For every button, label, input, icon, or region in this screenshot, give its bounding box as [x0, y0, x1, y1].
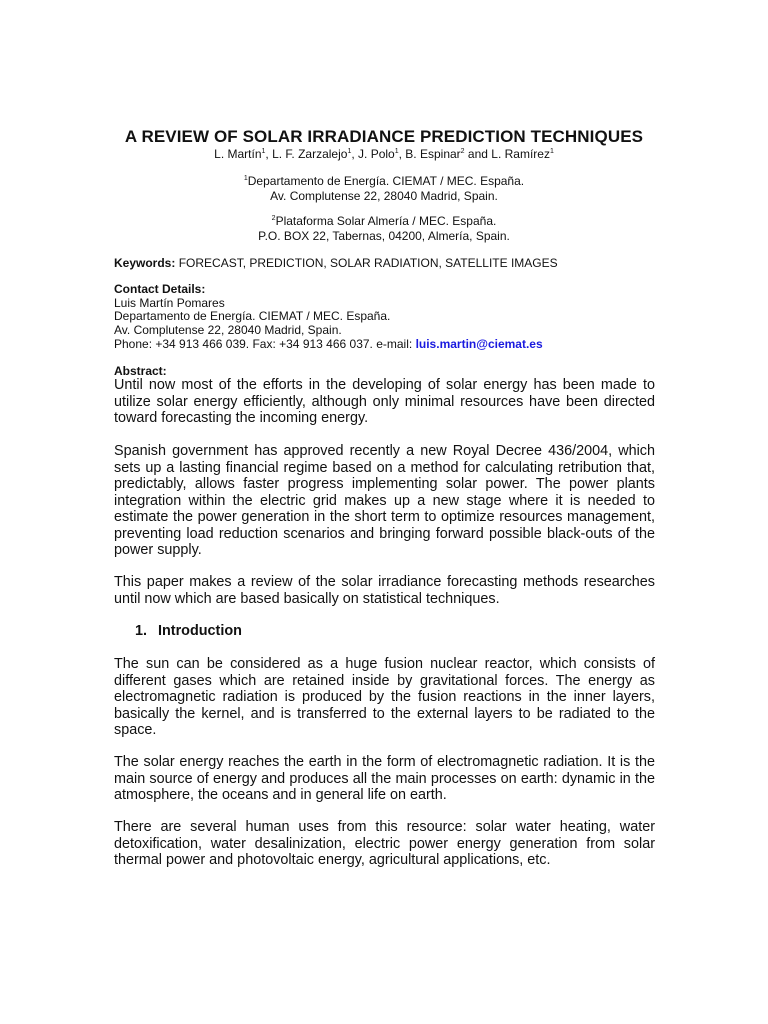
author-separator: and [464, 147, 492, 161]
paper-title: A REVIEW OF SOLAR IRRADIANCE PREDICTION TECHNIQUES [124, 127, 644, 146]
affiliation-line [0, 214, 768, 229]
author-name: L. F. Zarzalejo [272, 147, 348, 161]
affiliation-address: P.O. BOX 22, Tabernas, 04200, Almería, Spain. [258, 229, 510, 243]
contact-email-link[interactable]: luis.martin@ciemat.es [415, 336, 543, 351]
contact-details [114, 283, 543, 352]
affiliation-address: Av. Complutense 22, 28040 Madrid, Spain. [270, 189, 498, 203]
author-affiliation-mark: 1 [549, 148, 554, 155]
contact-address: Av. Complutense 22, 28040 Madrid, Spain. [114, 323, 342, 338]
author-name: J. Polo [358, 147, 395, 161]
contact-institution: Departamento de Energía. CIEMAT / MEC. España. [114, 309, 391, 324]
contact-name: Luis Martín Pomares [114, 295, 225, 310]
affiliation-1 [0, 174, 768, 204]
author-separator: , [398, 147, 406, 161]
abstract-paragraph-2: Spanish government has approved recently a new Royal Decree 436/2004, which sets up a lasting financial regime based on a method for calculating retribution that, predictably, allows faster progress implementing solar power. The power plants integration within the electric grid makes up a new stage where it is needed to estimate the power generation in the short term to optimize resources management, preventing load reduction scenarios and bringing forward possible black-outs of the power supply. [114, 443, 655, 558]
intro-paragraph-1: The sun can be considered as a huge fusion nuclear reactor, which consists of different gases which are retained inside by gravitational forces. The energy as electromagnetic radiation is produced by the fusion reactions in the inner layers, basically the kernel, and is transferred to the external layers to be radiated to the space. [114, 656, 655, 738]
affiliation-institution: Plataforma Solar Almería / MEC. España. [275, 214, 497, 228]
abstract-label: Abstract: [114, 364, 167, 378]
contact-phone: Phone: +34 913 466 039. Fax: +34 913 466 037. e-mail: [114, 336, 416, 351]
contact-phone-line [114, 338, 543, 352]
affiliation-institution: Departamento de Energía. CIEMAT / MEC. España. [247, 174, 525, 188]
affiliation-line [0, 174, 768, 189]
affiliation-mark: 2 [271, 215, 276, 222]
author-affiliation-mark: 1 [394, 148, 399, 155]
author-separator: , [351, 147, 359, 161]
abstract-paragraph-1: Until now most of the efforts in the developing of solar energy has been made to utilize solar energy efficiently, although only minimal resources have been directed toward forecasting the incoming energy. [114, 377, 655, 426]
keywords-label: Keywords: [114, 256, 176, 270]
author-list [0, 147, 768, 161]
affiliation-2 [0, 214, 768, 244]
keywords [114, 256, 558, 270]
abstract-paragraph-3: This paper makes a review of the solar irradiance forecasting methods researches until now which are based basically on statistical techniques. [114, 574, 655, 607]
section-number: 1. [135, 623, 148, 639]
author-separator: , [265, 147, 273, 161]
affiliation-mark: 1 [243, 175, 248, 182]
author-name: L. Martín [214, 147, 262, 161]
section-heading-introduction [135, 623, 242, 639]
contact-label: Contact Details: [114, 282, 206, 296]
keywords-text: FORECAST, PREDICTION, SOLAR RADIATION, SATELLITE IMAGES [175, 256, 558, 270]
section-title: Introduction [158, 623, 242, 639]
author-affiliation-mark: 1 [347, 148, 352, 155]
intro-paragraph-2: The solar energy reaches the earth in the form of electromagnetic radiation. It is the main source of energy and produces all the main processes on earth: dynamic in the atmosphere, the oceans and in general life on earth. [114, 754, 655, 803]
author-name: L. Ramírez [491, 147, 550, 161]
author-affiliation-mark: 2 [460, 148, 465, 155]
intro-paragraph-3: There are several human uses from this resource: solar water heating, water detoxification, water desalinization, electric power energy generation from solar thermal power and photovoltaic energy, agricultural applications, etc. [114, 819, 655, 868]
author-affiliation-mark: 1 [261, 148, 266, 155]
author-name: B. Espinar [405, 147, 461, 161]
